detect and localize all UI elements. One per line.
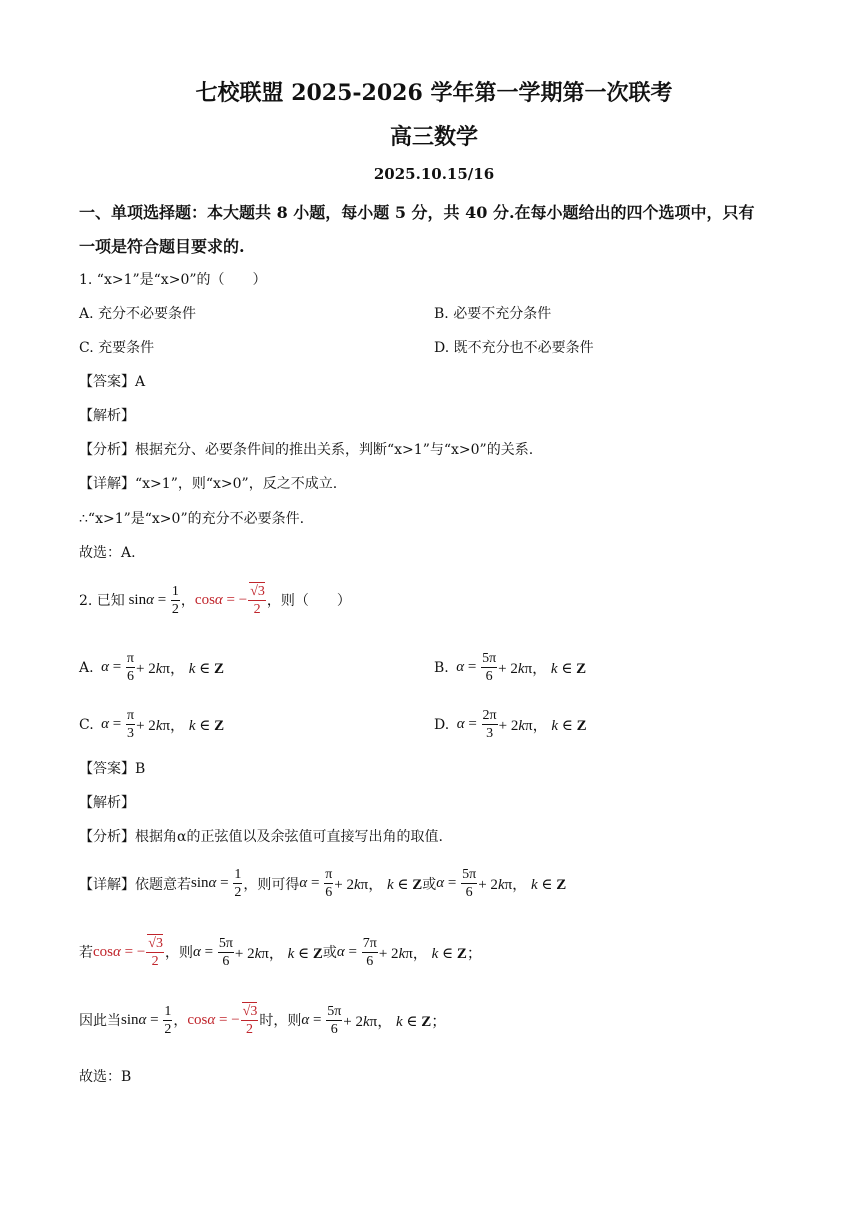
- q2-option-c: C. α = $\frac{\pi}{3}$ + 2kπ， k ∈ Z: [79, 708, 225, 741]
- q1-analysis-title: 【解析】: [79, 408, 135, 424]
- q1-option-a: A. 充分不必要条件: [79, 306, 197, 322]
- q2-option-a: A. α = $\frac{\pi}{6}$ + 2kπ， k ∈ Z: [79, 651, 224, 684]
- q2-answer: 【答案】B: [79, 761, 146, 777]
- q2-xiangjie-line1: 【详解】依题意若 sinα = $\frac{1}{2}$ ，则可得 α = $\frac{\pi}{6}$ + 2kπ， k ∈ Z 或 α = $\frac{5\pi}{6}$ + 2kπ， k ∈ Z: [79, 867, 567, 900]
- exam-title: 七校联盟 2025-2026 学年第一学期第一次联考: [195, 80, 673, 106]
- q1-stem: 1. “x>1”是“x>0”的（ ）: [79, 272, 267, 288]
- q2-stem-prefix: 2. 已知: [79, 593, 125, 609]
- exam-subject: 高三数学: [389, 124, 478, 150]
- q2-stem: 2. 已知 sinα = $\frac{1}{2}$ ， cosα = − $\frac{√3}{2}$ ，则（ ）: [79, 583, 351, 617]
- section-heading-line1: 一、单项选择题：本大题共 8 小题，每小题 5 分，共 40 分.在每小题给出的四个选项中，只有: [79, 203, 755, 222]
- q2-analysis-title: 【解析】: [79, 795, 135, 811]
- q2-option-b: B. α = $\frac{5\pi}{6}$ + 2kπ， k ∈ Z: [434, 651, 587, 684]
- q2-xiangjie-line3: 因此当 sinα = $\frac{1}{2}$ ， cosα = − $\frac{√3}{2}$ 时，则 α = $\frac{5\pi}{6}$ + 2kπ， k ∈ Z；: [79, 1003, 447, 1037]
- q1-conclusion: ∴“x>1”是“x>0”的充分不必要条件.: [79, 511, 305, 527]
- q1-option-c: C. 充要条件: [79, 340, 155, 356]
- q1-choose: 故选：A.: [79, 545, 136, 561]
- q2-stem-suffix: ，则（ ）: [266, 593, 351, 609]
- q1-option-d: D. 既不充分也不必要条件: [434, 340, 594, 356]
- q1-answer: 【答案】A: [79, 374, 146, 390]
- q2-option-d: D. α = $\frac{2\pi}{3}$ + 2kπ， k ∈ Z: [434, 708, 587, 741]
- q2-xiangjie-line2: 若 cosα = − $\frac{√3}{2}$ ，则 α = $\frac{5\pi}{6}$ + 2kπ， k ∈ Z 或 α = $\frac{7\pi}{6}$ + 2kπ， k ∈ Z；: [79, 935, 482, 969]
- exam-date: 2025.10.15/16: [373, 165, 495, 183]
- q2-fenxi: 【分析】根据角α的正弦值以及余弦值可直接写出角的取值.: [79, 829, 443, 845]
- q2-choose: 故选：B: [79, 1069, 132, 1085]
- q1-xiangjie: 【详解】“x>1”，则“x>0”，反之不成立.: [79, 476, 338, 492]
- q1-fenxi: 【分析】根据充分、必要条件间的推出关系，判断“x>1”与“x>0”的关系.: [79, 442, 534, 458]
- q1-option-b: B. 必要不充分条件: [434, 306, 552, 322]
- section-heading-line2: 一项是符合题目要求的.: [79, 237, 245, 256]
